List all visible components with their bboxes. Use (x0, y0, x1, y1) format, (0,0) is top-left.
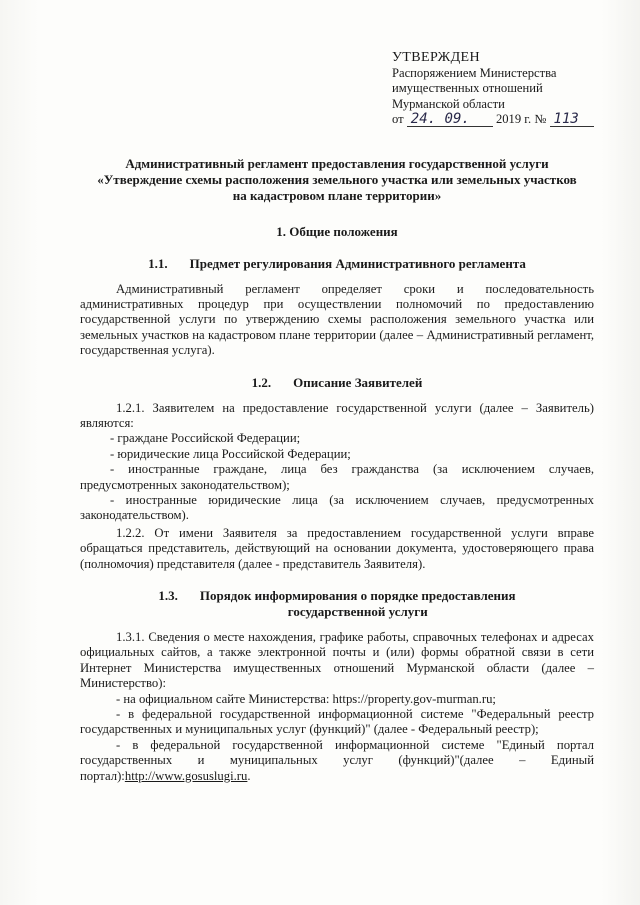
approval-line-2: имущественных отношений (392, 81, 543, 95)
unified-portal-text: - в федеральной государственной информационной системе "Единый портал государственных и муниципальных услуг (функций)"(далее – Единый портал): (80, 737, 594, 783)
subsection-number: 1.2. (251, 374, 272, 390)
subsection-number: 1.3. (158, 588, 178, 603)
subsection-title (200, 588, 516, 620)
subsection-heading-1-2 (80, 375, 594, 391)
title-line-3: на кадастровом плане территории» (232, 187, 442, 203)
bullet-official-site: - на официальном сайте Министерства: https://property.gov-murman.ru; (116, 691, 496, 706)
document-title (80, 156, 594, 204)
section-heading-1: 1. Общие положения (276, 223, 398, 239)
approval-stamp (392, 50, 594, 128)
title-line-1: Административный регламент предоставления государственной услуги (125, 155, 549, 171)
paragraph-1-3-1: 1.3.1. Сведения о месте нахождения, графике работы, справочных телефонах и адресах официальных сайтов, а также электронной почты и (или) формы обратной связи в сети Интернет Министерства имущественных отношений Мурманской области (далее – Министерство): (80, 630, 594, 691)
paragraph-1-1: Административный регламент определяет сроки и последовательность административных процедур при осуществлении полномочий по предоставлению государственной услуги по утверждению схемы расположения земельного участка или земельных участков на кадастровом плане территории (далее – Административный регламент, государственная услуга). (80, 281, 594, 358)
approval-line-1: Распоряжением Министерства (392, 65, 557, 80)
subsection-title-line-2: государственной услуги (287, 604, 428, 619)
handwritten-date: 24. 09. (407, 112, 493, 127)
bullet-citizens: - граждане Российской Федерации; (110, 431, 301, 446)
bullet-unified-portal (80, 738, 594, 784)
unified-portal-end: . (247, 768, 251, 783)
subsection-title: Предмет регулирования Административного регламента (189, 255, 526, 271)
subsection-heading-1-1 (80, 256, 594, 272)
handwritten-number: 113 (550, 112, 594, 127)
approval-date-line (392, 112, 594, 128)
paragraph-1-2-1: 1.2.1. Заявителем на предоставление государственной услуги (далее – Заявитель) являются: (80, 400, 594, 430)
approval-heading: УТВЕРЖДЕН (392, 50, 481, 65)
bullet-federal-register: - в федеральной государственной информационной системе "Федеральный реестр государственных и муниципальных услуг (функций)" (далее - Федеральный реестр); (80, 707, 594, 737)
date-suffix: 2019 г. № (495, 112, 547, 126)
date-prefix: от (392, 112, 404, 126)
subsection-heading-1-3 (80, 588, 594, 620)
title-line-2: «Утверждение схемы расположения земельного участка или земельных участков (97, 171, 577, 187)
bullet-foreign-citizens: - иностранные граждане, лица без гражданства (за исключением случаев, предусмотренных законодательством); (80, 462, 594, 492)
subsection-title: Описание Заявителей (293, 374, 423, 390)
gosuslugi-link[interactable]: http://www.gosuslugi.ru (124, 768, 248, 783)
subsection-number: 1.1. (148, 255, 168, 271)
approval-line-3: Мурманской области (392, 96, 505, 111)
paragraph-1-2-2: 1.2.2. От имени Заявителя за предоставлением государственной услуги вправе обращаться представитель, действующий на основании документа, удостоверяющего права (полномочия) представителя (далее - представитель Заявителя). (80, 525, 594, 571)
bullet-legal-entities: - юридические лица Российской Федерации; (110, 446, 351, 461)
bullet-foreign-entities: - иностранные юридические лица (за исключением случаев, предусмотренных законодательством). (80, 492, 594, 523)
subsection-title-line-1: Порядок информирования о порядке предоставления (199, 588, 516, 603)
